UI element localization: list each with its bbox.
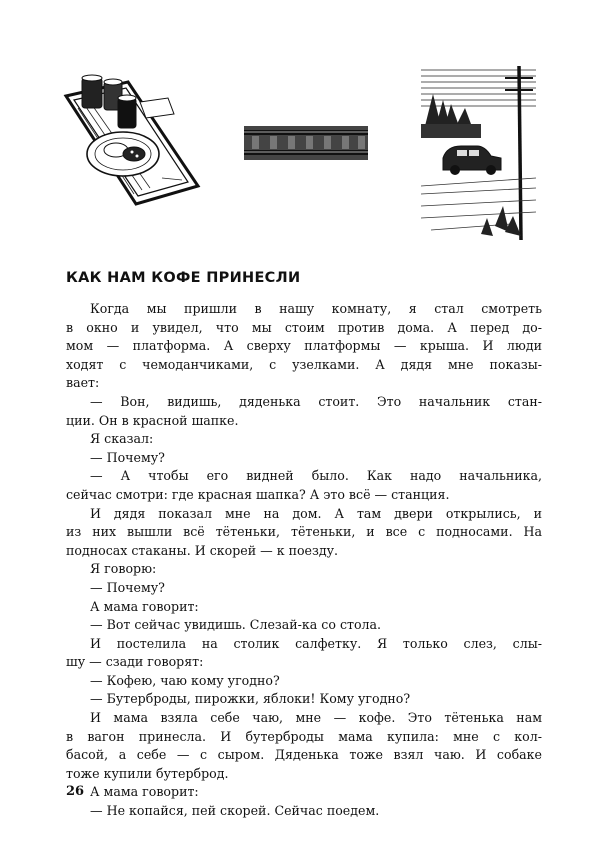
road-car-illustration (421, 66, 536, 240)
text-line: — Не копайся, пей скорей. Сейчас поедем. (90, 803, 380, 819)
text-line: ходят с чемоданчиками, с узелками. А дядя мне показы- (66, 356, 542, 372)
text-line: — Почему? (90, 579, 165, 595)
text-line: мом — платформа. А сверху платформы — крыша. И люди (66, 338, 542, 354)
text-line: Когда мы пришли в нашу комнату, я стал смотреть (90, 301, 542, 316)
text-line: в окно и увидел, что мы стоим против дома. А перед до- (66, 319, 542, 335)
text-line: тоже купили бутерброд. (66, 765, 229, 781)
tray-illustration (58, 68, 203, 208)
page-number: 26 (66, 784, 85, 799)
text-line: — Вот сейчас увидишь. Слезай-ка со стола. (90, 617, 382, 633)
text-line: из них вышли всё тётеньки, тётеньки, и все с подносами. На (66, 524, 542, 540)
text-line: — Бутерброды, пирожки, яблоки! Кому угодно? (90, 691, 411, 707)
text-line: вает: (66, 375, 100, 391)
text-line: сейчас смотри: где красная шапка? А это всё — станция. (66, 486, 450, 502)
text-line: И постелила на столик салфетку. Я только слез, слы- (90, 635, 542, 651)
chapter-title: КАК НАМ КОФЕ ПРИНЕСЛИ (66, 270, 301, 286)
text-line: Я сказал: (90, 431, 154, 447)
text-line: подносах стаканы. И скорей — к поезду. (66, 542, 339, 558)
body-text (66, 300, 542, 821)
text-line: — Почему? (90, 449, 165, 465)
text-line: — Вон, видишь, дяденька стоит. Это начальник стан- (90, 393, 542, 409)
text-line: — Кофею, чаю кому угодно? (90, 672, 280, 688)
railway-track-illustration (244, 120, 368, 166)
text-line: И мама взяла себе чаю, мне — кофе. Это тётенька нам (90, 710, 542, 726)
text-line: Я говорю: (90, 561, 157, 577)
text-line: ции. Он в красной шапке. (66, 412, 239, 428)
text-line: И дядя показал мне на дом. А там двери открылись, и (90, 505, 542, 521)
text-line: А мама говорит: (90, 598, 199, 614)
text-line: А мама говорит: (90, 784, 199, 800)
text-line: басой, а себе — с сыром. Дяденька тоже взял чаю. И собаке (66, 747, 542, 763)
text-line: в вагон принесла. И бутерброды мама купила: мне с кол- (66, 728, 542, 744)
text-line: шу — сзади говорят: (66, 654, 204, 670)
text-line: — А чтобы его видней было. Как надо начальника, (90, 468, 542, 484)
